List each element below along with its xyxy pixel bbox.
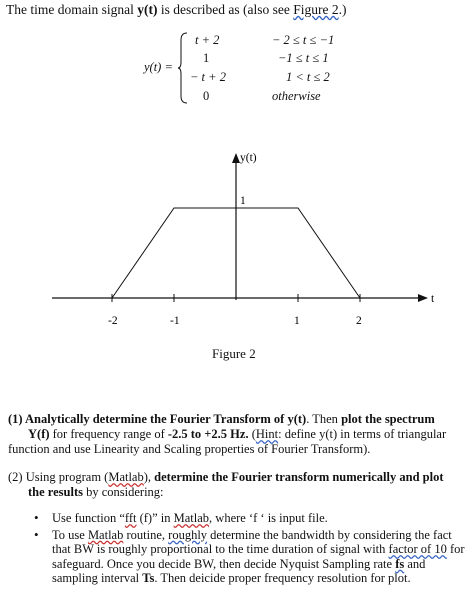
b2-e: and sampling interval	[52, 556, 426, 585]
equation-lhs: y(t) =	[144, 60, 173, 74]
x-tick-label: -2	[108, 315, 118, 327]
q2-bold-1: determine the Fourier transform numerically and plot the results	[28, 470, 444, 499]
q1-number: (1)	[8, 412, 26, 426]
y-tick-label: 1	[240, 195, 246, 207]
intro-signal: y(t)	[137, 2, 158, 17]
b2-matlab: Matlab	[87, 527, 124, 542]
piece-range-4: otherwise	[272, 89, 321, 103]
b1-matlab: Matlab	[173, 511, 210, 525]
figure-reference-link[interactable]: Figure 2	[293, 2, 339, 17]
x-axis-arrow-icon	[418, 294, 428, 302]
x-ticks	[108, 294, 362, 327]
q1-text-2: for frequency range of	[49, 427, 168, 441]
q2-matlab: Matlab	[108, 470, 144, 484]
x-tick-label: 1	[294, 315, 300, 327]
b1-c: , where ‘f ‘ is input file.	[209, 511, 328, 525]
plot-axes	[52, 153, 428, 302]
piece-range-3: 1 < t ≤ 2	[286, 70, 330, 84]
b1-a: Use function “	[52, 511, 125, 525]
y-axis-label: y(t)	[240, 152, 257, 164]
figure-caption: Figure 2	[212, 346, 256, 361]
y-axis-arrow-icon	[232, 153, 240, 163]
x-tick-label: 2	[356, 315, 362, 327]
piece-expr-2: 1	[203, 51, 210, 65]
piece-expr-1: t + 2	[195, 33, 220, 47]
q2-text-1: ),	[143, 470, 155, 484]
piece-range-2: −1 ≤ t ≤ 1	[278, 51, 329, 65]
q1-bold-2: plot the spectrum	[341, 412, 435, 426]
q1-bold-3: Y(f)	[28, 427, 50, 441]
q2-number: (2) Using program (	[8, 470, 109, 484]
piece-range-1: − 2 ≤ t ≤ −1	[272, 33, 335, 47]
intro-suffix: .)	[338, 2, 347, 17]
q1-text-4: : define y(t) in terms of triangular function and use Linearity and Scaling properties of Fourier Transform).	[8, 427, 447, 456]
b1-b: (f)” in	[136, 511, 174, 525]
requirements-list	[30, 511, 472, 588]
piece-expr-3: − t + 2	[190, 70, 226, 84]
b2-b: routine,	[123, 527, 169, 542]
b2-f: . Then deicide proper frequency resolution for plot.	[154, 571, 411, 585]
q1-hint: Hint	[255, 427, 279, 441]
b2-d: for safeguard. Once you decide BW, then decide Nyquist Sampling rate	[52, 542, 465, 571]
x-axis-label: t	[431, 293, 435, 305]
list-item	[52, 528, 472, 586]
q2-text-2: by considering:	[82, 485, 164, 499]
b2-fs: fs	[395, 556, 405, 571]
x-tick-label: -1	[170, 315, 180, 327]
b2-factor: factor of 10	[388, 542, 447, 556]
b1-fft: fft	[124, 511, 137, 525]
piece-expr-4: 0	[203, 89, 210, 103]
intro-middle: is described as (also see	[157, 2, 294, 17]
b2-ts: Ts	[142, 571, 155, 585]
question-2	[8, 470, 458, 500]
q1-bold-4: -2.5 to +2.5 Hz.	[167, 427, 249, 441]
intro-prefix: The time domain signal	[6, 2, 138, 17]
b2-roughly: roughly	[168, 527, 208, 542]
b2-a: To use	[52, 527, 88, 542]
q1-text-1: . Then	[306, 412, 342, 426]
q1-bold-1: Analytically determine the Fourier Transform of y(t)	[25, 412, 307, 426]
b2-c: determine the bandwidth by considering the fact that BW is roughly proportional to the time duration of signal with	[52, 527, 452, 556]
q1-text-3: (	[248, 427, 256, 441]
list-item	[52, 511, 472, 526]
question-1	[8, 412, 458, 457]
